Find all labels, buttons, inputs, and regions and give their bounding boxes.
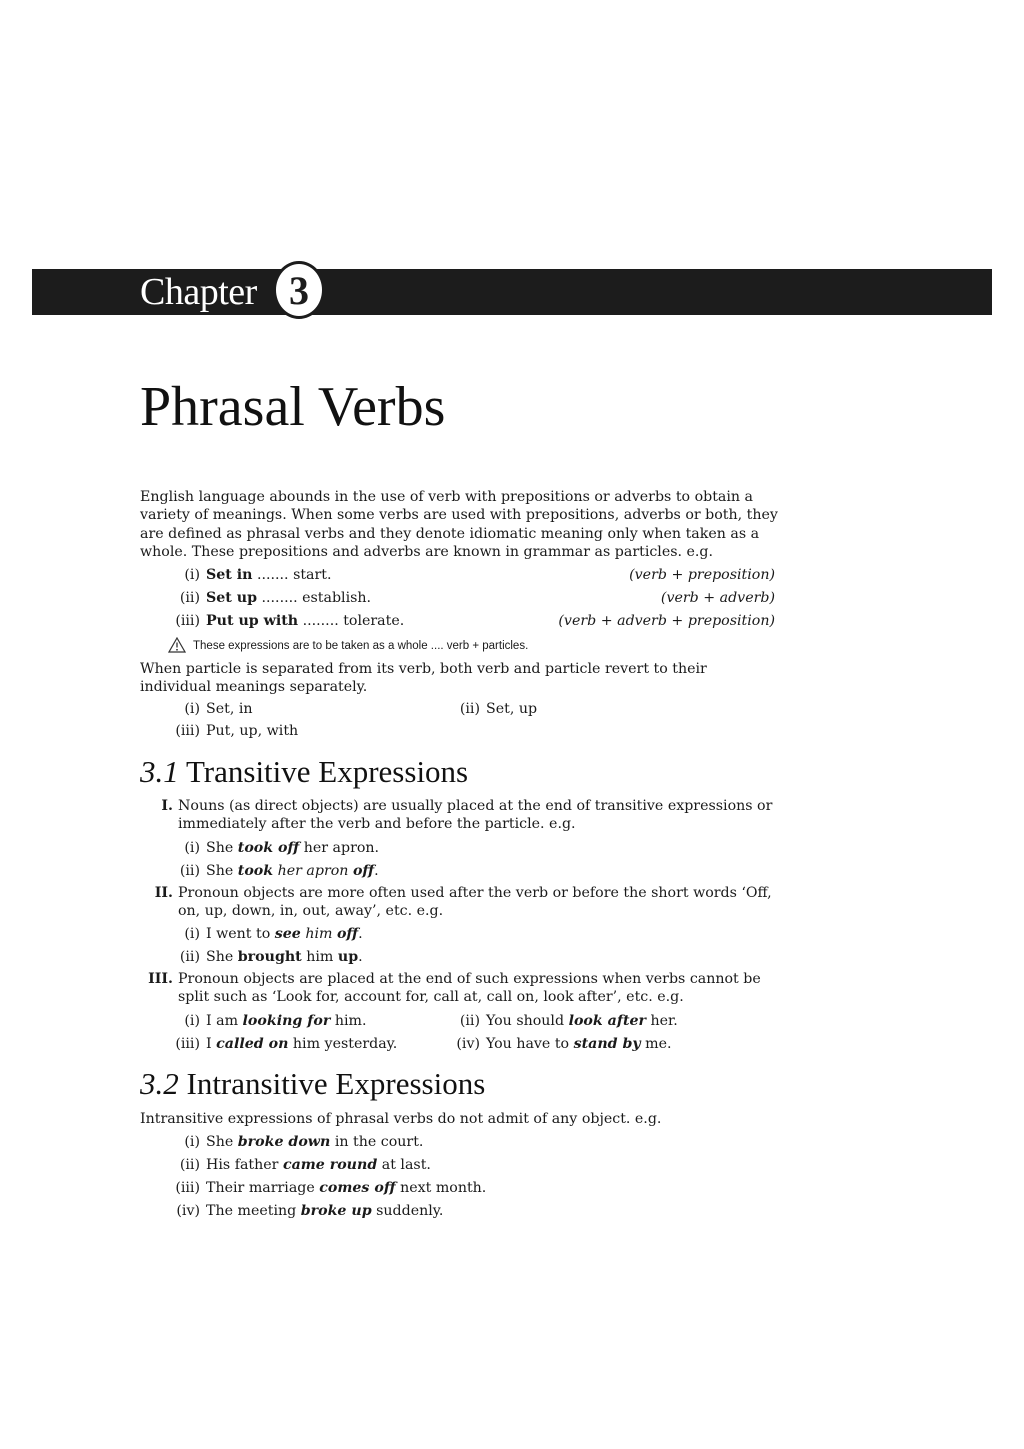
example-type: (verb + adverb + preposition) — [558, 613, 775, 629]
separated-paragraph: When particle is separated from its verb, both verb and particle revert to their individual meanings separately. — [140, 661, 707, 696]
section-intro: Intransitive expressions of phrasal verbs do not admit of any object. e.g. — [140, 1111, 662, 1127]
item-text: Set, up — [486, 701, 538, 717]
section-title: Transitive Expressions — [185, 754, 469, 789]
example-text: him — [301, 949, 338, 965]
list-item — [172, 721, 298, 741]
phrasal-verb: took — [237, 863, 274, 879]
list-item — [172, 699, 253, 719]
example-row — [172, 611, 404, 631]
particle: up — [337, 949, 359, 965]
phrasal-verb: broke down — [237, 1134, 331, 1150]
rule-item — [145, 884, 775, 920]
example-row — [452, 1034, 672, 1054]
example-type: (verb + preposition) — [629, 567, 775, 583]
example-number: (i) — [184, 1134, 200, 1150]
example-text: in the court. — [330, 1134, 424, 1150]
note-text: These expressions are to be taken as a whole .... verb + particles. — [193, 640, 529, 652]
phrasal-verb: came round — [282, 1157, 378, 1173]
example-number: (ii) — [179, 590, 200, 606]
example-meaning: ........ tolerate. — [298, 613, 405, 629]
rule-text: Nouns (as direct objects) are usually placed at the end of transitive expressions or immediately after the verb and before the particle. e.g. — [178, 798, 773, 832]
example-row — [172, 1034, 397, 1054]
section-number: 3.2 — [140, 1066, 179, 1101]
example-text: . — [374, 863, 379, 879]
rule-number: II. — [154, 885, 173, 901]
example-number: (ii) — [179, 1157, 200, 1173]
example-number: (ii) — [459, 1013, 480, 1029]
example-number: (ii) — [179, 949, 200, 965]
item-number: (iii) — [175, 723, 200, 739]
example-number: (iii) — [175, 613, 200, 629]
example-meaning: ....... start. — [252, 567, 332, 583]
example-row — [452, 1011, 678, 1031]
particle: off — [352, 863, 375, 879]
example-text: me. — [640, 1036, 672, 1052]
example-text: . — [358, 926, 363, 942]
rule-number: I. — [161, 798, 173, 814]
example-row — [172, 838, 379, 858]
example-text: suddenly. — [371, 1203, 444, 1219]
example-text: . — [358, 949, 363, 965]
rule-number: III. — [148, 971, 173, 987]
example-text: You should — [486, 1013, 569, 1029]
example-text: You have to — [486, 1036, 574, 1052]
example-text: The meeting — [206, 1203, 301, 1219]
chapter-label: Chapter — [140, 271, 257, 313]
example-text: She — [206, 1134, 238, 1150]
example-object: him — [300, 926, 337, 942]
example-row — [172, 1178, 486, 1198]
example-row — [172, 1201, 443, 1221]
example-number: (i) — [184, 567, 200, 583]
example-text: She — [206, 863, 238, 879]
example-number: (iii) — [175, 1036, 200, 1052]
section-heading — [140, 1066, 485, 1102]
example-text: I went to — [206, 926, 275, 942]
chapter-number-badge: 3 — [273, 261, 325, 319]
example-row — [172, 1132, 423, 1152]
phrasal-verb: see — [274, 926, 301, 942]
example-text: him yesterday. — [288, 1036, 398, 1052]
example-text: She — [206, 840, 238, 856]
phrasal-verb: Put up with — [206, 613, 299, 629]
phrasal-verb: called on — [216, 1036, 289, 1052]
example-number: (i) — [184, 1013, 200, 1029]
warning-icon — [168, 637, 186, 653]
example-number: (iv) — [176, 1203, 200, 1219]
page-title: Phrasal Verbs — [140, 376, 446, 438]
example-number: (i) — [184, 926, 200, 942]
item-number: (i) — [184, 701, 200, 717]
rule-text: Pronoun objects are more often used after the verb or before the short words ‘Off, on, up, down, in, out, away’, etc. e.g. — [178, 885, 772, 919]
phrasal-verb: brought — [237, 949, 302, 965]
item-text: Put, up, with — [206, 723, 299, 739]
rule-text: Pronoun objects are placed at the end of such expressions when verbs cannot be split such as ‘Look for, account for, call at, call on, look after’, etc. e.g. — [178, 971, 761, 1005]
example-text: His father — [206, 1157, 283, 1173]
phrasal-verb: Set in — [206, 567, 253, 583]
example-text: Their marriage — [206, 1180, 320, 1196]
example-number: (ii) — [179, 863, 200, 879]
phrasal-verb: stand by — [573, 1036, 641, 1052]
example-row — [172, 1011, 366, 1031]
example-row — [172, 1155, 431, 1175]
example-text: I am — [206, 1013, 243, 1029]
example-row — [172, 588, 371, 608]
example-text: next month. — [395, 1180, 487, 1196]
example-row — [172, 565, 332, 585]
rule-item — [145, 970, 775, 1006]
phrasal-verb: took off — [237, 840, 300, 856]
rule-item — [145, 797, 775, 833]
intro-paragraph: English language abounds in the use of verb with prepositions or adverbs to obtain a variety of meanings. When some verbs are used with prepositions, adverbs or both, they are defined as phrasal verbs and they denote idiomatic meaning only when taken as a whole. These prepositions and adverbs are known in grammar as particles. e.g. — [140, 489, 778, 561]
phrasal-verb: look after — [568, 1013, 646, 1029]
section-heading — [140, 754, 468, 790]
example-object: her apron — [273, 863, 353, 879]
list-item — [452, 699, 537, 719]
item-number: (ii) — [459, 701, 480, 717]
example-number: (i) — [184, 840, 200, 856]
section-title: Intransitive Expressions — [186, 1066, 486, 1101]
example-text: him. — [330, 1013, 367, 1029]
example-row — [172, 924, 363, 944]
particle: off — [336, 926, 359, 942]
example-meaning: ........ establish. — [257, 590, 372, 606]
phrasal-verb: broke up — [300, 1203, 372, 1219]
example-text: I — [206, 1036, 217, 1052]
example-row — [172, 947, 363, 967]
phrasal-verb: comes off — [319, 1180, 396, 1196]
example-text: at last. — [377, 1157, 431, 1173]
example-type: (verb + adverb) — [660, 590, 775, 606]
example-number: (iii) — [175, 1180, 200, 1196]
example-text: her. — [646, 1013, 678, 1029]
phrasal-verb: Set up — [206, 590, 258, 606]
example-text: her apron. — [299, 840, 380, 856]
item-text: Set, in — [206, 701, 253, 717]
section-number: 3.1 — [140, 754, 179, 789]
phrasal-verb: looking for — [242, 1013, 331, 1029]
example-number: (iv) — [456, 1036, 480, 1052]
example-text: She — [206, 949, 238, 965]
example-row — [172, 861, 379, 881]
